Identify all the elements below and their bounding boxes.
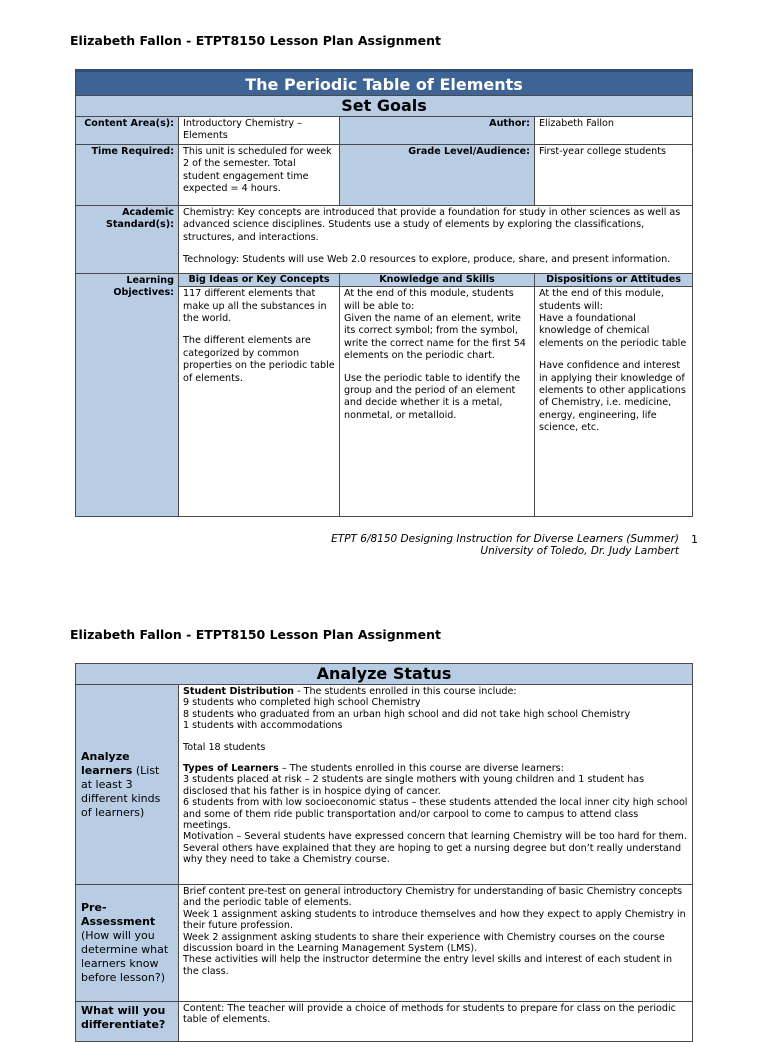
col-header-knowledge: Knowledge and Skills xyxy=(340,273,535,286)
disposition-2: Have confidence and interest in applying their knowledge of elements to other applications of Chemistry, i.e. medicine, energy, engineering, life science, etc. xyxy=(539,360,686,434)
standards-technology: Technology: Students will use Web 2.0 resources to explore, produce, share, and present information. xyxy=(183,254,671,266)
analyze-learners-label xyxy=(76,685,179,885)
standards-chemistry: Chemistry: Key concepts are introduced that provide a foundation for study in other sciences as well as advanced science disciplines. Students use a study of elements by exploring the classifications, structures, and interactions. xyxy=(183,206,681,243)
pre-assessment-label xyxy=(76,885,179,1002)
knowledge-skills-cell xyxy=(340,287,535,517)
content-area-label: Content Area(s): xyxy=(76,117,179,145)
dispositions-intro: At the end of this module, students will: xyxy=(539,288,664,312)
time-required-value: This unit is scheduled for week 2 of the semester. Total student engagement time expected = 4 hours. xyxy=(179,144,340,205)
knowledge-skill-2: Use the periodic table to identify the group and the period of an element and decide whether it is a metal, nonmetal, or metalloid. xyxy=(344,372,521,421)
big-idea-2: The different elements are categorized by common properties on the periodic table of elements. xyxy=(183,335,335,384)
differentiate-value xyxy=(179,1002,693,1042)
analyze-learners-bold: Analyze learners xyxy=(81,749,133,777)
differentiate-label xyxy=(76,1002,179,1042)
distribution-line: 1 students with accommodations xyxy=(183,720,343,732)
header-separator: - xyxy=(181,627,196,642)
footer-university: University of Toledo, Dr. Judy Lambert xyxy=(480,545,679,557)
academic-standards-value xyxy=(179,205,693,273)
student-distribution-heading xyxy=(183,686,688,697)
set-goals-table xyxy=(75,69,693,517)
differentiate-line: Content: The teacher will provide a choice of methods for students to prepare for class on the periodic table of elements. xyxy=(183,1003,676,1026)
content-area-value: Introductory Chemistry – Elements xyxy=(179,117,340,145)
page1-header xyxy=(70,33,441,48)
pre-assessment-line: Week 1 assignment asking students to introduce themselves and how they expect to apply Chemistry in their future profession. xyxy=(183,908,686,932)
disposition-1: Have a foundational knowledge of chemical elements on the periodic table xyxy=(539,313,687,349)
big-ideas-cell xyxy=(179,287,340,517)
learner-type-line: 3 students placed at risk – 2 students are single mothers with young children and 1 student has disclosed that his father is in hospice dying of cancer. xyxy=(183,774,645,797)
header-author: Elizabeth Fallon xyxy=(70,627,182,642)
pre-assessment-line: These activities will help the instructor determine the entry level skills and interest of each student in the class. xyxy=(183,954,673,977)
student-distribution-bold: Student Distribution xyxy=(183,686,295,697)
pre-assessment-bold: Pre-Assessment xyxy=(81,901,156,928)
distribution-line: 8 students who graduated from an urban high school and did not take high school Chemistry xyxy=(183,708,631,720)
student-distribution-rest: - The students enrolled in this course include: xyxy=(294,686,517,697)
dispositions-cell xyxy=(535,287,693,517)
distribution-line: 9 students who completed high school Chemistry xyxy=(183,697,421,709)
header-title: ETPT8150 Lesson Plan Assignment xyxy=(195,33,441,48)
learning-objectives-label: Learning Objectives: xyxy=(76,273,179,516)
header-separator: - xyxy=(181,33,196,48)
analyze-learners-note: (List at least 3 different kinds of learners) xyxy=(81,763,161,819)
section-title-set-goals: Set Goals xyxy=(76,96,693,117)
learner-type-line: Motivation – Several students have expressed concern that learning Chemistry will be too hard for them. Several others have explained that they are hoping to get a nursing degree but don’t really understand why they need to take a Chemistry course. xyxy=(183,831,687,866)
analyze-status-table xyxy=(75,663,693,1042)
author-value: Elizabeth Fallon xyxy=(535,117,693,145)
differentiate-bold: What will you differentiate? xyxy=(81,1004,166,1031)
types-of-learners-rest: – The students enrolled in this course are diverse learners: xyxy=(278,763,564,775)
page1-footer xyxy=(331,533,679,557)
pre-assessment-note: (How will you determine what learners know before lesson?) xyxy=(81,929,169,984)
types-of-learners-heading xyxy=(183,763,688,774)
section-title-analyze-status: Analyze Status xyxy=(76,664,693,685)
knowledge-skill-1: Given the name of an element, write its correct symbol; from the symbol, write the correct name for the first 54 elements on the periodic chart. xyxy=(344,313,526,362)
col-header-dispositions: Dispositions or Attitudes xyxy=(535,273,693,286)
academic-standards-label: Academic Standard(s): xyxy=(76,205,179,273)
header-title: ETPT8150 Lesson Plan Assignment xyxy=(195,627,441,642)
knowledge-intro: At the end of this module, students will be able to: xyxy=(344,288,514,312)
page-number: 1 xyxy=(691,533,698,546)
author-label: Author: xyxy=(340,117,535,145)
lesson-title: The Periodic Table of Elements xyxy=(76,71,693,96)
analyze-learners-value xyxy=(179,685,693,885)
pre-assessment-value xyxy=(179,885,693,1002)
total-students: Total 18 students xyxy=(183,741,266,753)
learner-type-line: 6 students from with low socioeconomic status – these students attended the local inner city high school and some of them ride public transportation and/or carpool to come to campus to attend class meetings. xyxy=(183,797,688,832)
pre-assessment-line: Brief content pre-test on general introductory Chemistry for understanding of basic Chemistry concepts and the periodic table of elements. xyxy=(183,886,683,909)
pre-assessment-line: Week 2 assignment asking students to share their experience with Chemistry courses on the course discussion board in the Learning Management System (LMS). xyxy=(183,931,665,955)
grade-level-label: Grade Level/Audience: xyxy=(340,144,535,205)
header-author: Elizabeth Fallon xyxy=(70,33,182,48)
time-required-label: Time Required: xyxy=(76,144,179,205)
types-of-learners-bold: Types of Learners xyxy=(183,763,279,775)
col-header-big-ideas: Big Ideas or Key Concepts xyxy=(179,273,340,286)
grade-level-value: First-year college students xyxy=(535,144,693,205)
footer-course: ETPT 6/8150 Designing Instruction for Diverse Learners (Summer) xyxy=(331,533,679,545)
big-idea-1: 117 different elements that make up all the substances in the world. xyxy=(183,288,327,325)
page2-header xyxy=(70,627,441,642)
